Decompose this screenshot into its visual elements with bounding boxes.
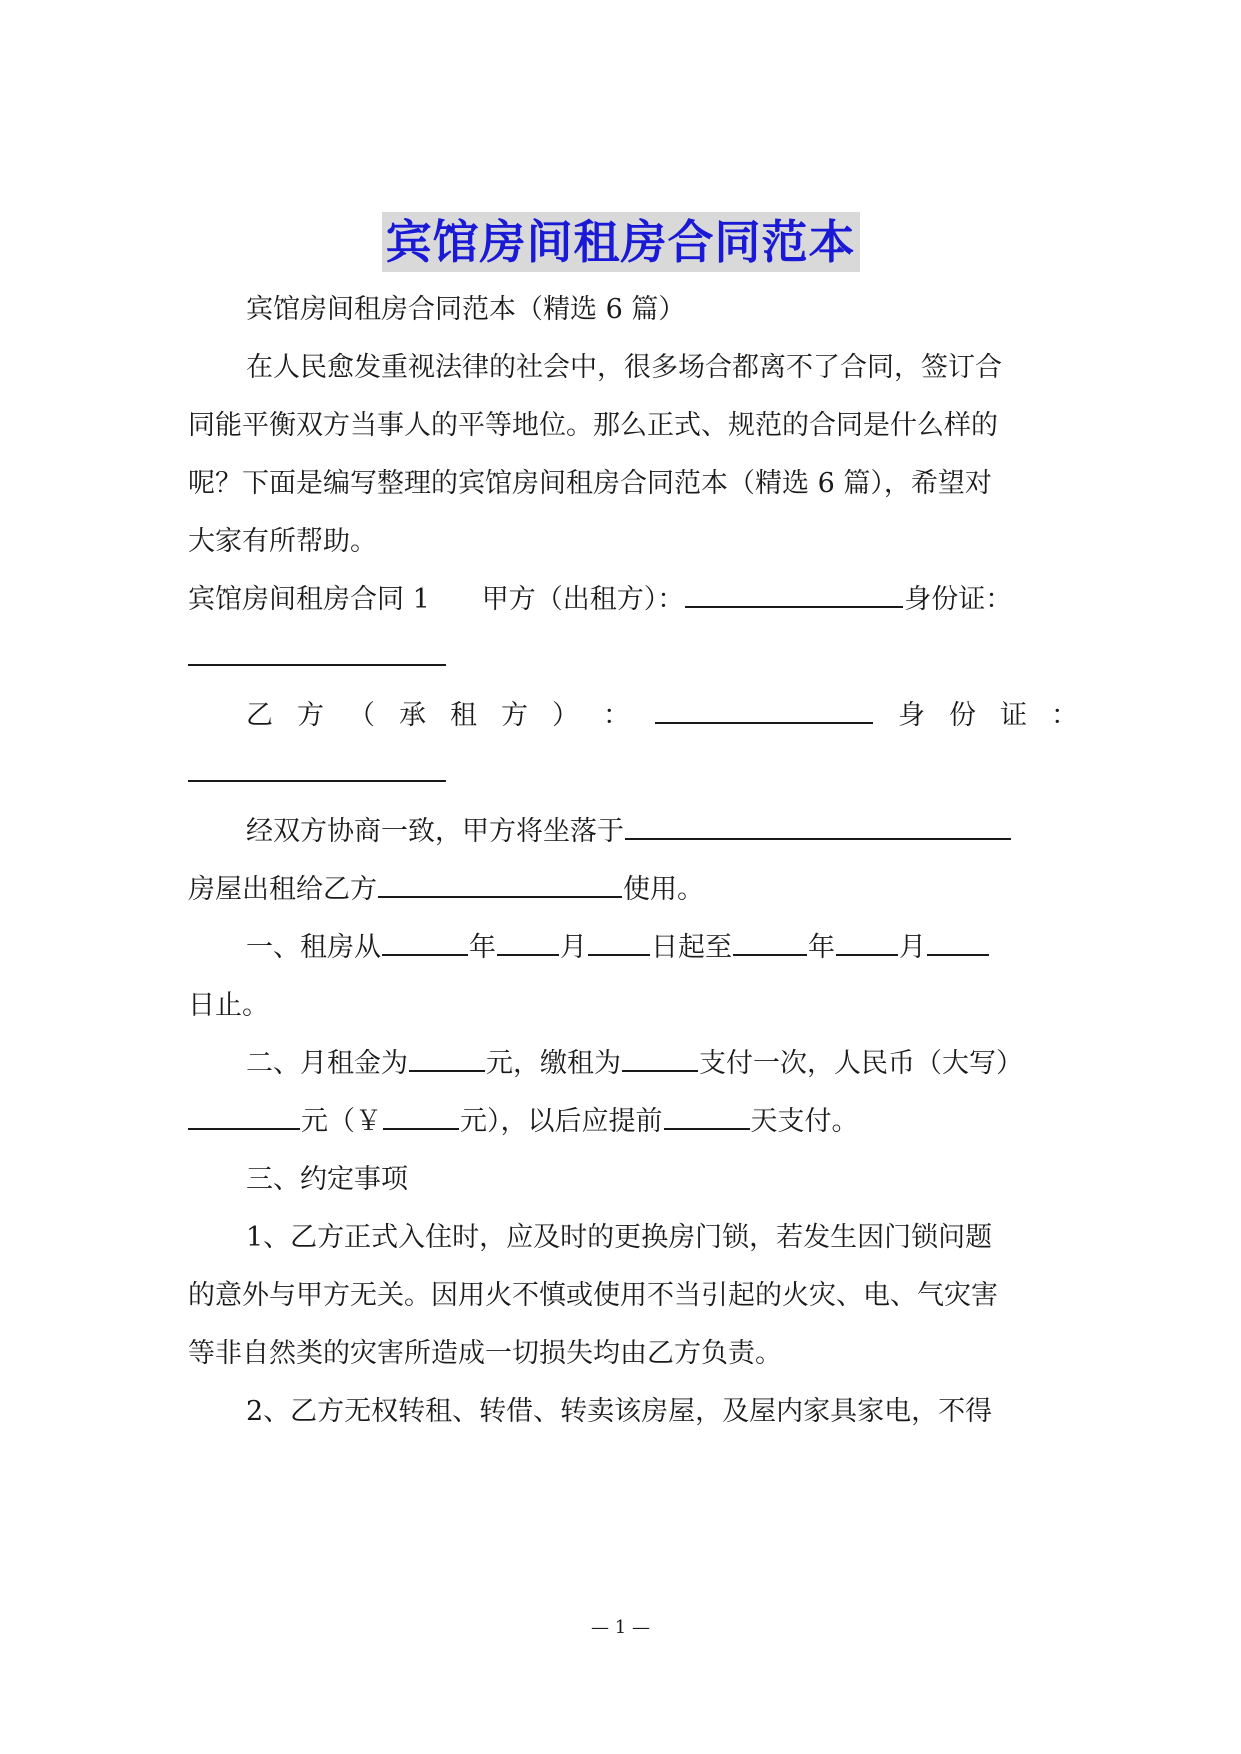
location-line bbox=[246, 812, 1136, 852]
pay-once-label: 支付一次，人民币（大写） bbox=[699, 1048, 1023, 1079]
rent-prefix: 二、月租金为 bbox=[246, 1048, 408, 1079]
party-b-char: ： bbox=[603, 700, 630, 731]
party-b-line bbox=[246, 696, 1136, 736]
year-label: 年 bbox=[808, 932, 835, 963]
section-3-heading: 三、约定事项 bbox=[246, 1164, 408, 1195]
party-b-char: 方 bbox=[297, 700, 324, 731]
party-a-label: 甲方（出租方）： bbox=[481, 584, 685, 615]
page-number: — 1 — bbox=[591, 1617, 650, 1638]
item-1-line-2: 的意外与甲方无关。因用火不慎或使用不当引起的火灾、电、气灾害 bbox=[188, 1280, 998, 1311]
start-year-blank[interactable] bbox=[382, 928, 468, 956]
subtitle: 宾馆房间租房合同范本（精选 6 篇） bbox=[246, 294, 686, 325]
rent-amount-blank[interactable] bbox=[383, 1102, 459, 1130]
party-b-char: 乙 bbox=[246, 700, 273, 731]
item-1-line-1: 1、乙方正式入住时，应及时的更换房门锁，若发生因门锁问题 bbox=[246, 1222, 993, 1253]
item-1-line-3: 等非自然类的灾害所造成一切损失均由乙方负责。 bbox=[188, 1338, 782, 1369]
usage-blank[interactable] bbox=[378, 870, 622, 898]
party-b-row bbox=[246, 696, 1078, 736]
rent-line-2 bbox=[188, 1102, 1078, 1142]
party-b-id-char: 身 bbox=[898, 700, 925, 731]
rent-to-line bbox=[188, 870, 1078, 910]
party-a-id-label: 身份证： bbox=[904, 584, 1013, 615]
party-b-char: 承 bbox=[399, 700, 426, 731]
party-b-id-char: 证 bbox=[1000, 700, 1027, 731]
day-from-label: 日起至 bbox=[651, 932, 732, 963]
term-end-line: 日止。 bbox=[188, 990, 269, 1021]
location-blank[interactable] bbox=[625, 812, 1011, 840]
end-day-blank[interactable] bbox=[927, 928, 989, 956]
rent-days: 天支付。 bbox=[750, 1106, 859, 1137]
intro-line-4: 大家有所帮助。 bbox=[188, 526, 377, 557]
end-year-blank[interactable] bbox=[733, 928, 807, 956]
month-label: 月 bbox=[560, 932, 587, 963]
contract-heading: 宾馆房间租房合同 1 bbox=[188, 584, 430, 615]
party-a-id-blank[interactable] bbox=[188, 638, 446, 666]
rent-yuan3: 元），以后应提前 bbox=[460, 1106, 663, 1137]
party-b-id-blank[interactable] bbox=[188, 754, 446, 782]
intro-line-1: 在人民愈发重视法律的社会中，很多场合都离不了合同，签订合 bbox=[246, 352, 1002, 383]
item-2-line-1: 2、乙方无权转租、转借、转卖该房屋，及屋内家具家电，不得 bbox=[246, 1396, 993, 1427]
year-label: 年 bbox=[469, 932, 496, 963]
monthly-rent-blank[interactable] bbox=[409, 1044, 485, 1072]
party-b-id-char: 份 bbox=[949, 700, 976, 731]
term-line bbox=[246, 928, 1136, 968]
rent-to-suffix: 使用。 bbox=[623, 874, 704, 905]
end-month-blank[interactable] bbox=[836, 928, 898, 956]
advance-days-blank[interactable] bbox=[664, 1102, 750, 1130]
party-b-name-blank[interactable] bbox=[655, 696, 873, 724]
title-container bbox=[0, 212, 1241, 272]
rent-to-prefix: 房屋出租给乙方 bbox=[188, 874, 377, 905]
month-label: 月 bbox=[899, 932, 926, 963]
rent-yuan2: 元（￥ bbox=[301, 1106, 382, 1137]
party-b-char: ） bbox=[552, 700, 579, 731]
start-day-blank[interactable] bbox=[588, 928, 650, 956]
party-b-char: 租 bbox=[450, 700, 477, 731]
intro-line-3: 呢？下面是编写整理的宾馆房间租房合同范本（精选 6 篇），希望对 bbox=[188, 468, 992, 499]
rent-yuan: 元，缴租为 bbox=[486, 1048, 621, 1079]
party-b-char: （ bbox=[348, 700, 375, 731]
party-b-char: 方 bbox=[501, 700, 528, 731]
rent-uppercase-blank[interactable] bbox=[188, 1102, 300, 1130]
location-prefix: 经双方协商一致，甲方将坐落于 bbox=[246, 816, 624, 847]
start-month-blank[interactable] bbox=[497, 928, 559, 956]
document-title: 宾馆房间租房合同范本 bbox=[382, 212, 860, 272]
party-a-id-line bbox=[188, 638, 1078, 678]
rent-line bbox=[246, 1044, 1136, 1084]
party-a-name-blank[interactable] bbox=[685, 580, 903, 608]
party-a-line bbox=[188, 580, 1078, 620]
payment-period-blank[interactable] bbox=[622, 1044, 698, 1072]
party-b-id-line bbox=[188, 754, 1078, 794]
term-prefix: 一、租房从 bbox=[246, 932, 381, 963]
intro-line-2: 同能平衡双方当事人的平等地位。那么正式、规范的合同是什么样的 bbox=[188, 410, 998, 441]
party-b-id-char: ： bbox=[1051, 700, 1078, 731]
